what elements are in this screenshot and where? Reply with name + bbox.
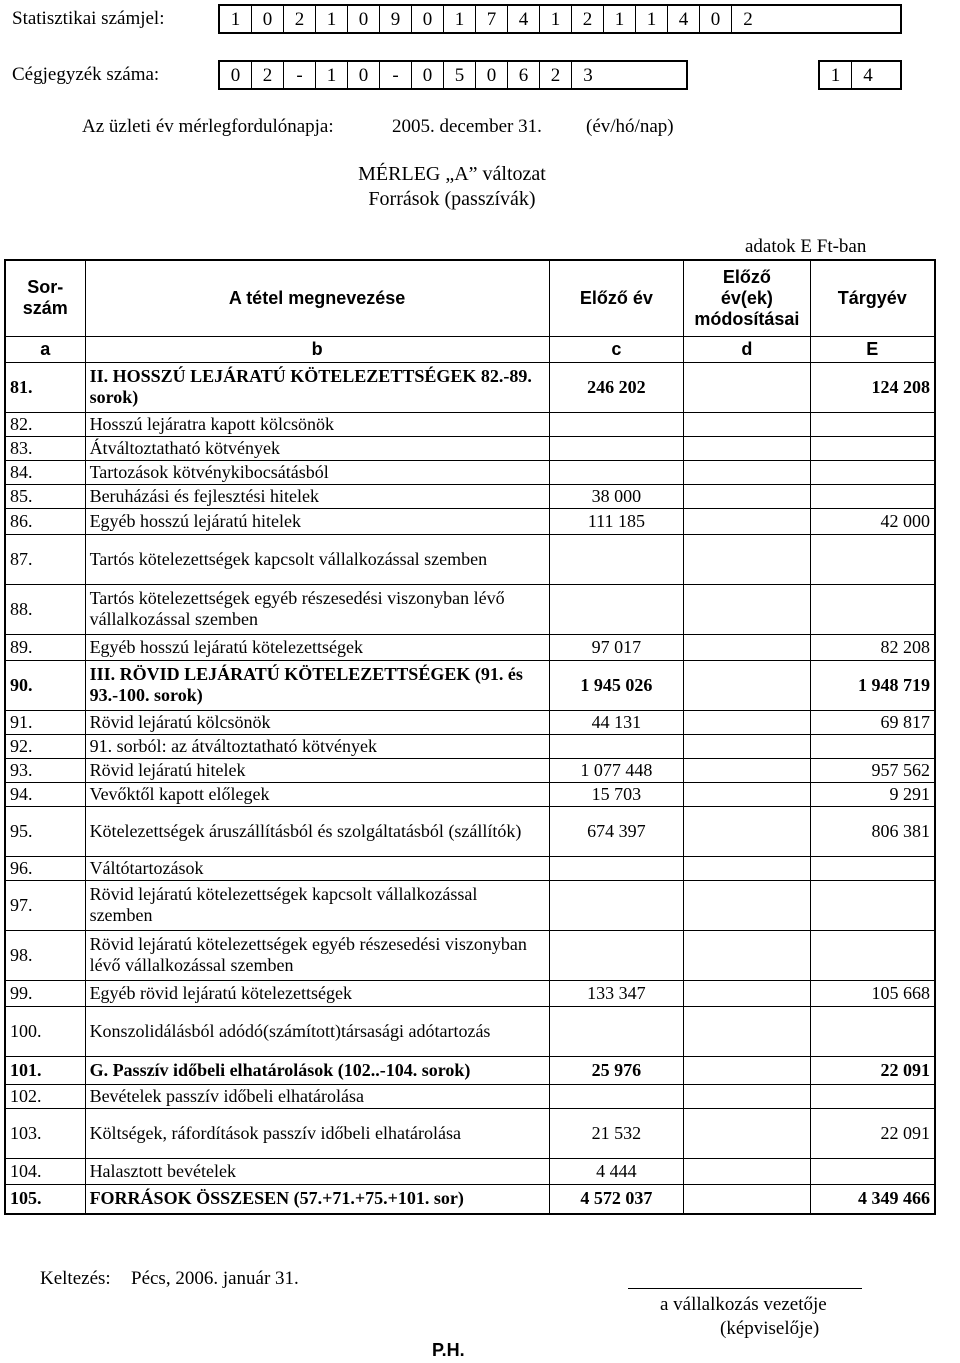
- row-modification: [684, 1108, 810, 1158]
- row-modification: [684, 436, 810, 460]
- row-name: Bevételek passzív időbeli elhatárolása: [85, 1084, 549, 1108]
- row-number: 97.: [5, 880, 85, 930]
- row-name: G. Passzív időbeli elhatárolások (102..-104. sorok): [85, 1056, 549, 1084]
- row-modification: [684, 880, 810, 930]
- row-prev-year: [549, 856, 684, 880]
- row-current-year: 22 091: [810, 1056, 935, 1084]
- table-row: [5, 484, 935, 508]
- stat-label: Statisztikai számjel:: [12, 8, 165, 29]
- fordulo-value: 2005. december 31.: [392, 116, 542, 137]
- row-prev-year: 97 017: [549, 634, 684, 660]
- row-current-year: [810, 460, 935, 484]
- row-name: Egyéb hosszú lejáratú kötelezettségek: [85, 634, 549, 660]
- row-number: 87.: [5, 534, 85, 584]
- table-row: [5, 710, 935, 734]
- col-sorszam: Sor- szám: [5, 260, 85, 336]
- row-prev-year: 4 444: [549, 1158, 684, 1184]
- stat-digit-box: 0: [412, 6, 444, 32]
- stat-digit-box: 9: [380, 6, 412, 32]
- stat-digit-box: 1: [540, 6, 572, 32]
- row-modification: [684, 460, 810, 484]
- ceg-digit-box: 6: [508, 62, 540, 88]
- row-current-year: 1 948 719: [810, 660, 935, 710]
- row-number: 105.: [5, 1184, 85, 1214]
- table-row: [5, 412, 935, 436]
- row-prev-year: [549, 436, 684, 460]
- row-number: 93.: [5, 758, 85, 782]
- row-number: 100.: [5, 1006, 85, 1056]
- row-number: 96.: [5, 856, 85, 880]
- title-line2: Források (passzívák): [368, 188, 536, 210]
- ceg-label: Cégjegyzék száma:: [12, 64, 160, 85]
- row-number: 88.: [5, 584, 85, 634]
- table-row: [5, 436, 935, 460]
- ph-stamp-label: P.H.: [432, 1340, 465, 1360]
- row-number: 90.: [5, 660, 85, 710]
- row-prev-year: 1 077 448: [549, 758, 684, 782]
- row-number: 92.: [5, 734, 85, 758]
- row-number: 102.: [5, 1084, 85, 1108]
- stat-digit-box: 2: [284, 6, 316, 32]
- table-row: [5, 634, 935, 660]
- date-value: Pécs, 2006. január 31.: [131, 1268, 299, 1289]
- row-current-year: 82 208: [810, 634, 935, 660]
- row-name: Tartós kötelezettségek egyéb részesedési viszonyban lévő vállalkozással szemben: [85, 584, 549, 634]
- col-tetel: A tétel megnevezése: [85, 260, 549, 336]
- signer-line1: a vállalkozás vezetője: [660, 1294, 827, 1315]
- col-elozo: Előző év: [549, 260, 684, 336]
- date-label: Keltezés:: [40, 1268, 111, 1289]
- row-prev-year: [549, 1084, 684, 1108]
- table-row: [5, 1056, 935, 1084]
- row-modification: [684, 508, 810, 534]
- row-name: Tartozások kötvénykibocsátásból: [85, 460, 549, 484]
- row-prev-year: [549, 930, 684, 980]
- row-current-year: 69 817: [810, 710, 935, 734]
- row-modification: [684, 484, 810, 508]
- fordulo-format: (év/hó/nap): [586, 116, 674, 137]
- row-name: Hosszú lejáratra kapott kölcsönök: [85, 412, 549, 436]
- row-number: 95.: [5, 806, 85, 856]
- table-row: [5, 1108, 935, 1158]
- column-letter: b: [85, 336, 549, 362]
- row-current-year: [810, 1084, 935, 1108]
- table-row: [5, 930, 935, 980]
- table-row: [5, 1006, 935, 1056]
- row-number: 98.: [5, 930, 85, 980]
- table-row: [5, 534, 935, 584]
- ceg-digit-box: 0: [348, 62, 380, 88]
- table-row: [5, 980, 935, 1006]
- row-prev-year: 38 000: [549, 484, 684, 508]
- fordulo-label: Az üzleti év mérlegfordulónapja:: [82, 116, 334, 137]
- row-current-year: [810, 1006, 935, 1056]
- table-row: [5, 584, 935, 634]
- row-number: 89.: [5, 634, 85, 660]
- table-row: [5, 460, 935, 484]
- row-prev-year: [549, 734, 684, 758]
- row-current-year: [810, 436, 935, 460]
- row-prev-year: 15 703: [549, 782, 684, 806]
- row-name: Beruházási és fejlesztési hitelek: [85, 484, 549, 508]
- row-name: Konszolidálásból adódó(számított)társasági adótartozás: [85, 1006, 549, 1056]
- row-modification: [684, 1184, 810, 1214]
- row-name: II. HOSSZÚ LEJÁRATÚ KÖTELEZETTSÉGEK 82.-89. sorok): [85, 362, 549, 412]
- row-name: Rövid lejáratú kölcsönök: [85, 710, 549, 734]
- row-current-year: 124 208: [810, 362, 935, 412]
- row-prev-year: [549, 412, 684, 436]
- row-name: Rövid lejáratú kötelezettségek kapcsolt vállalkozással szemben: [85, 880, 549, 930]
- row-number: 104.: [5, 1158, 85, 1184]
- stat-digit-box: 1: [636, 6, 668, 32]
- row-number: 99.: [5, 980, 85, 1006]
- row-modification: [684, 1084, 810, 1108]
- row-name: 91. sorból: az átváltoztatható kötvények: [85, 734, 549, 758]
- row-prev-year: 21 532: [549, 1108, 684, 1158]
- row-name: Kötelezettségek áruszállításból és szolgáltatásból (szállítók): [85, 806, 549, 856]
- row-modification: [684, 534, 810, 584]
- row-modification: [684, 1056, 810, 1084]
- row-name: Tartós kötelezettségek kapcsolt vállalkozással szemben: [85, 534, 549, 584]
- row-prev-year: 674 397: [549, 806, 684, 856]
- row-modification: [684, 584, 810, 634]
- ceg-digit-box: -: [284, 62, 316, 88]
- column-letter: c: [549, 336, 684, 362]
- row-prev-year: 4 572 037: [549, 1184, 684, 1214]
- row-number: 91.: [5, 710, 85, 734]
- row-number: 85.: [5, 484, 85, 508]
- column-letter: E: [810, 336, 935, 362]
- ceg-digit-box: 1: [316, 62, 348, 88]
- row-prev-year: [549, 534, 684, 584]
- row-current-year: [810, 1158, 935, 1184]
- ceg-digit-box: 0: [476, 62, 508, 88]
- row-current-year: [810, 412, 935, 436]
- ceg-code-boxes-suffix: [818, 60, 902, 90]
- row-current-year: [810, 930, 935, 980]
- row-prev-year: [549, 880, 684, 930]
- balance-table: [4, 259, 936, 1215]
- row-prev-year: [549, 584, 684, 634]
- table-row: [5, 362, 935, 412]
- row-name: Egyéb rövid lejáratú kötelezettségek: [85, 980, 549, 1006]
- ceg-digit-box: 5: [444, 62, 476, 88]
- row-current-year: 42 000: [810, 508, 935, 534]
- row-current-year: 105 668: [810, 980, 935, 1006]
- row-name: Egyéb hosszú lejáratú hitelek: [85, 508, 549, 534]
- row-name: Rövid lejáratú kötelezettségek egyéb részesedési viszonyban lévő vállalkozással szemben: [85, 930, 549, 980]
- row-number: 83.: [5, 436, 85, 460]
- ceg-code-boxes: [218, 60, 688, 90]
- row-modification: [684, 362, 810, 412]
- table-row: [5, 880, 935, 930]
- unit-note: adatok E Ft-ban: [745, 236, 867, 257]
- row-prev-year: [549, 460, 684, 484]
- table-row: [5, 806, 935, 856]
- ceg-digit-box: 4: [863, 65, 873, 86]
- column-letter: a: [5, 336, 85, 362]
- row-number: 84.: [5, 460, 85, 484]
- stat-digit-box: 4: [668, 6, 700, 32]
- table-row: [5, 1184, 935, 1214]
- row-modification: [684, 758, 810, 782]
- row-modification: [684, 734, 810, 758]
- row-prev-year: 25 976: [549, 1056, 684, 1084]
- ceg-digit-box: 0: [220, 62, 252, 88]
- column-letter-row: [5, 336, 935, 362]
- table-row: [5, 734, 935, 758]
- row-prev-year: 246 202: [549, 362, 684, 412]
- table-row: [5, 1158, 935, 1184]
- signature-line: [628, 1288, 862, 1289]
- table-row: [5, 508, 935, 534]
- row-current-year: [810, 534, 935, 584]
- table-row: [5, 660, 935, 710]
- row-number: 101.: [5, 1056, 85, 1084]
- stat-digit-box: 2: [743, 9, 753, 30]
- stat-digit-box: 7: [476, 6, 508, 32]
- stat-digit-box: 0: [252, 6, 284, 32]
- row-prev-year: 1 945 026: [549, 660, 684, 710]
- row-name: Halasztott bevételek: [85, 1158, 549, 1184]
- stat-digit-box: 1: [220, 6, 252, 32]
- row-current-year: 957 562: [810, 758, 935, 782]
- col-modositas: Előző év(ek) módosításai: [684, 260, 810, 336]
- stat-digit-box: 1: [444, 6, 476, 32]
- row-modification: [684, 782, 810, 806]
- row-name: Átváltoztatható kötvények: [85, 436, 549, 460]
- row-modification: [684, 1006, 810, 1056]
- stat-code-boxes: [218, 4, 902, 34]
- column-letter: d: [684, 336, 810, 362]
- row-number: 81.: [5, 362, 85, 412]
- row-prev-year: 133 347: [549, 980, 684, 1006]
- row-prev-year: 44 131: [549, 710, 684, 734]
- ceg-digit-box: 1: [820, 62, 852, 88]
- ceg-digit-box: 0: [412, 62, 444, 88]
- ceg-digit-box: 2: [540, 62, 572, 88]
- row-current-year: [810, 880, 935, 930]
- row-current-year: 9 291: [810, 782, 935, 806]
- row-number: 103.: [5, 1108, 85, 1158]
- row-modification: [684, 806, 810, 856]
- row-modification: [684, 856, 810, 880]
- row-modification: [684, 634, 810, 660]
- table-row: [5, 782, 935, 806]
- row-current-year: [810, 584, 935, 634]
- row-prev-year: 111 185: [549, 508, 684, 534]
- row-modification: [684, 660, 810, 710]
- table-row: [5, 1084, 935, 1108]
- row-name: Rövid lejáratú hitelek: [85, 758, 549, 782]
- row-current-year: [810, 856, 935, 880]
- table-row: [5, 758, 935, 782]
- ceg-digit-box: -: [380, 62, 412, 88]
- row-number: 86.: [5, 508, 85, 534]
- row-name: FORRÁSOK ÖSSZESEN (57.+71.+75.+101. sor): [85, 1184, 549, 1214]
- col-targyev: Tárgyév: [810, 260, 935, 336]
- row-name: Váltótartozások: [85, 856, 549, 880]
- row-name: III. RÖVID LEJÁRATÚ KÖTELEZETTSÉGEK (91. és 93.-100. sorok): [85, 660, 549, 710]
- row-current-year: [810, 734, 935, 758]
- stat-digit-box: 2: [572, 6, 604, 32]
- row-name: Költségek, ráfordítások passzív időbeli elhatárolása: [85, 1108, 549, 1158]
- row-prev-year: [549, 1006, 684, 1056]
- row-modification: [684, 412, 810, 436]
- row-modification: [684, 1158, 810, 1184]
- row-current-year: 22 091: [810, 1108, 935, 1158]
- stat-digit-box: 1: [316, 6, 348, 32]
- row-modification: [684, 980, 810, 1006]
- signer-line2: (képviselője): [720, 1318, 820, 1339]
- ceg-digit-box: 3: [583, 65, 593, 86]
- ceg-digit-box: 2: [252, 62, 284, 88]
- row-name: Vevőktől kapott előlegek: [85, 782, 549, 806]
- row-modification: [684, 710, 810, 734]
- stat-digit-box: 4: [508, 6, 540, 32]
- row-current-year: 4 349 466: [810, 1184, 935, 1214]
- stat-digit-box: 0: [348, 6, 380, 32]
- row-modification: [684, 930, 810, 980]
- stat-digit-box: 1: [604, 6, 636, 32]
- row-number: 94.: [5, 782, 85, 806]
- title-line1: MÉRLEG „A” változat: [358, 163, 546, 185]
- stat-digit-box: 0: [700, 6, 732, 32]
- table-row: [5, 856, 935, 880]
- row-current-year: 806 381: [810, 806, 935, 856]
- row-number: 82.: [5, 412, 85, 436]
- row-current-year: [810, 484, 935, 508]
